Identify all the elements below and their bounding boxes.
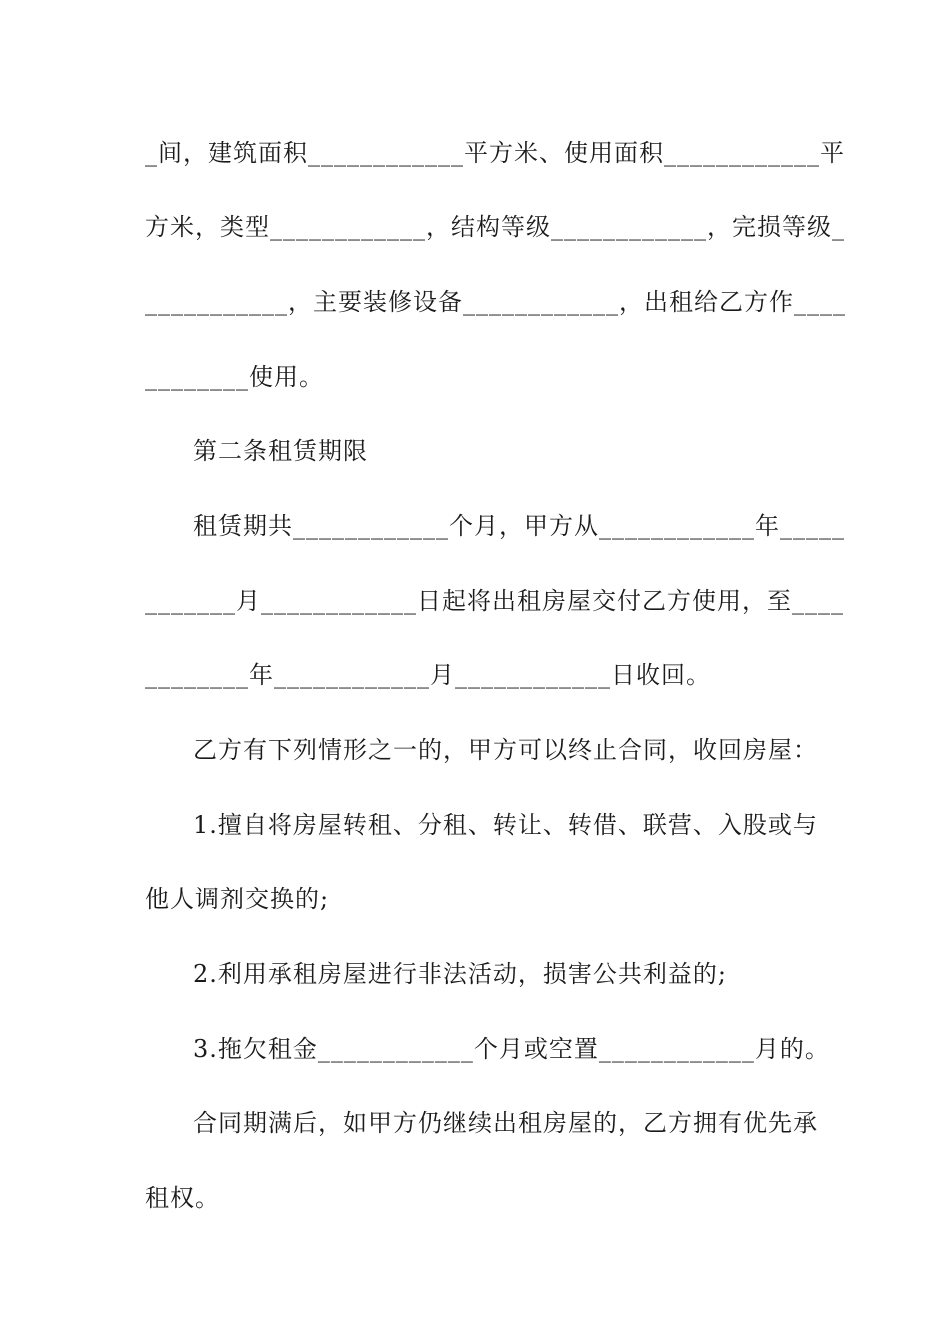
list-item: 2.利用承租房屋进行非法活动，损害公共利益的; xyxy=(193,960,727,988)
text-line: ___________，主要装修设备____________，出租给乙方作____ xyxy=(145,288,846,316)
text-line: 合同期满后，如甲方仍继续出租房屋的，乙方拥有优先承 xyxy=(193,1109,818,1137)
text-line: ________年____________月____________日收回。 xyxy=(145,661,711,689)
text-line: 乙方有下列情形之一的，甲方可以终止合同，收回房屋： xyxy=(193,736,818,764)
list-item: 1.擅自将房屋转租、分租、转让、转借、联营、入股或与 xyxy=(193,811,818,839)
text-line: 方米，类型____________，结构等级____________，完损等级_ xyxy=(145,213,845,241)
text-line: _______月____________日起将出租房屋交付乙方使用，至____ xyxy=(145,587,844,615)
text-line: 租权。 xyxy=(145,1184,220,1212)
section-heading: 第二条租赁期限 xyxy=(193,437,368,465)
text-line: ________使用。 xyxy=(145,363,324,391)
text-line: _间，建筑面积____________平方米、使用面积____________平 xyxy=(145,139,845,167)
list-item: 3.拖欠租金____________个月或空置____________月的。 xyxy=(193,1035,830,1063)
text-line: 他人调剂交换的; xyxy=(145,885,330,913)
text-line: 租赁期共____________个月，甲方从____________年_____ xyxy=(193,512,845,540)
